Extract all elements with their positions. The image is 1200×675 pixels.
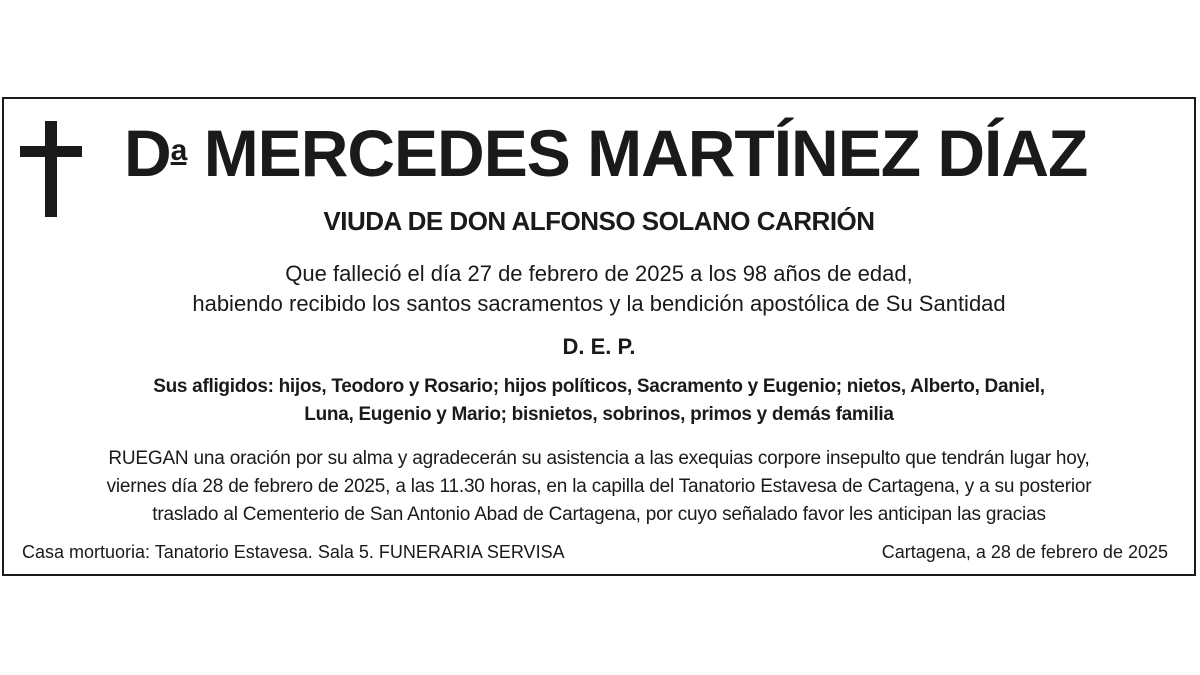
dep-text: D. E. P.	[562, 334, 636, 359]
name-full: MERCEDES MARTÍNEZ DÍAZ	[203, 116, 1088, 190]
death-notice	[4, 259, 1194, 319]
cross-icon	[20, 121, 82, 217]
prayer-line: traslado al Cementerio de San Antonio Abad de Cartagena, por cuyo señalado favor les anticipan las gracias	[152, 504, 1046, 525]
cross-horizontal-bar	[20, 146, 82, 157]
family-line: Sus afligidos: hijos, Teodoro y Rosario; hijos políticos, Sacramento y Eugenio; nietos, Alberto, Daniel,	[153, 376, 1045, 397]
prayer-request	[4, 445, 1194, 529]
death-notice-line: Que falleció el día 27 de febrero de 2025 a los 98 años de edad,	[285, 261, 913, 286]
place-date: Cartagena, a 28 de febrero de 2025	[881, 542, 1168, 562]
prayer-line: viernes día 28 de febrero de 2025, a las 11.30 horas, en la capilla del Tanatorio Estavesa de Cartagena, y a su posterior	[106, 476, 1092, 497]
obituary-notice	[2, 97, 1196, 576]
widow-of-line: VIUDA DE DON ALFONSO SOLANO CARRIÓN	[323, 206, 875, 236]
name-prefix: D	[124, 116, 171, 190]
family-list	[4, 373, 1194, 429]
family-line: Luna, Eugenio y Mario; bisnietos, sobrinos, primos y demás familia	[304, 404, 894, 425]
name-prefix-superscript: a	[170, 134, 187, 167]
prayer-line: RUEGAN una oración por su alma y agradecerán su asistencia a las exequias corpore insepulto que tendrán lugar hoy,	[108, 448, 1090, 469]
deceased-name	[124, 113, 1154, 193]
death-notice-line: habiendo recibido los santos sacramentos y la bendición apostólica de Su Santidad	[192, 291, 1006, 316]
funeral-home-info: Casa mortuoria: Tanatorio Estavesa. Sala 5. FUNERARIA SERVISA	[22, 542, 565, 562]
cross-vertical-bar	[45, 121, 57, 217]
